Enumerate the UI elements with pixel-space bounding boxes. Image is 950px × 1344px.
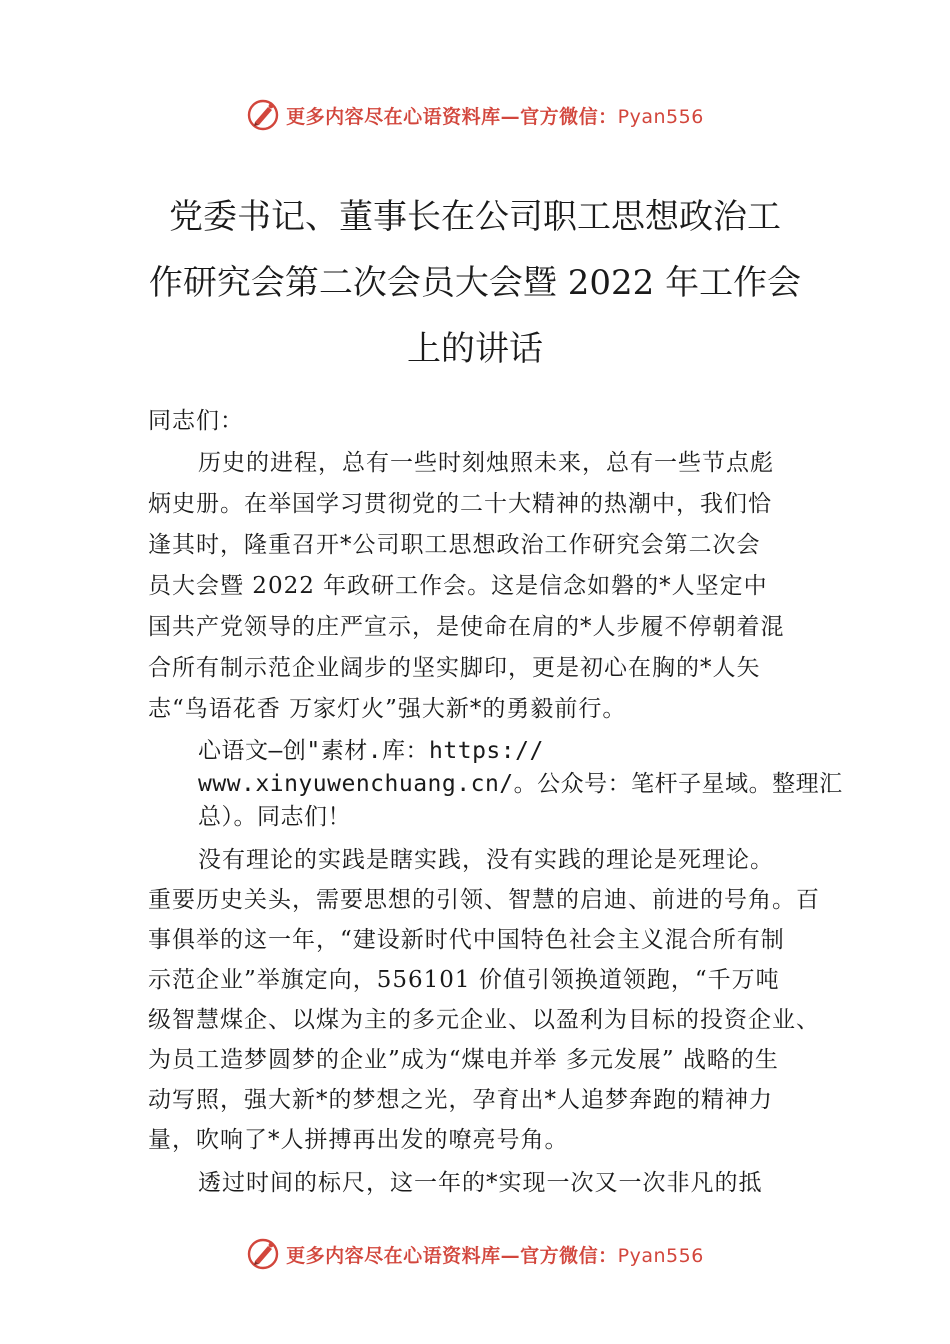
header-banner	[0, 95, 950, 135]
title-line: 作研究会第二次会员大会暨 2022 年工作会	[148, 263, 802, 303]
paragraph-line: 重要历史关头，需要思想的引领、智慧的启迪、前进的号角。百	[148, 887, 820, 913]
banner-text: 更多内容尽在心语资料库—官方微信：Pyan556	[286, 1244, 704, 1267]
paragraph-line: 炳史册。在举国学习贯彻党的二十大精神的热潮中，我们恰	[148, 491, 772, 517]
banner-text: 更多内容尽在心语资料库—官方微信：Pyan556	[286, 105, 704, 128]
paragraph-line: 示范企业”举旗定向，556101 价值引领换道领跑，“千万吨	[148, 967, 780, 993]
footer-banner	[0, 1234, 950, 1274]
document-title	[120, 184, 830, 382]
paragraph-line: 事俱举的这一年，“建设新时代中国特色社会主义混合所有制	[148, 927, 785, 953]
ad-line: 心语文—创"素材.库：https://	[198, 738, 544, 764]
paragraph-line: 透过时间的标尺，这一年的*实现一次又一次非凡的抵	[198, 1170, 763, 1196]
paragraph-line: 动写照，强大新*的梦想之光，孕育出*人追梦奔跑的精神力	[148, 1087, 773, 1113]
title-line: 党委书记、董事长在公司职工思想政治工	[169, 197, 781, 237]
paragraph-line: 员大会暨 2022 年政研工作会。这是信念如磐的*人坚定中	[148, 573, 768, 599]
wechat-id: Pyan556	[617, 1244, 704, 1267]
paragraph-line: 合所有制示范企业阔步的坚实脚印，更是初心在胸的*人矢	[148, 655, 761, 681]
paragraph-line: 志“鸟语花香 万家灯火”强大新*的勇毅前行。	[148, 696, 627, 722]
wechat-id: Pyan556	[617, 105, 704, 128]
ad-line: www.xinyuwenchuang.cn/。公众号：笔杆子星域。整理汇	[198, 771, 843, 797]
ad-line: 总）。同志们！	[198, 804, 351, 830]
paragraph-line: 量，吹响了*人拼搏再出发的嘹亮号角。	[148, 1127, 569, 1153]
greeting: 同志们：	[148, 408, 244, 434]
paragraph-line: 级智慧煤企、以煤为主的多元企业、以盈利为目标的投资企业、	[148, 1007, 820, 1033]
paragraph-line: 逢其时，隆重召开*公司职工思想政治工作研究会第二次会	[148, 532, 761, 558]
paragraph-line: 为员工造梦圆梦的企业”成为“煤电并举 多元发展” 战略的生	[148, 1047, 779, 1073]
paragraph-line: 历史的进程，总有一些时刻烛照未来，总有一些节点彪	[198, 450, 774, 476]
title-line: 上的讲话	[407, 329, 543, 369]
paragraph-line: 没有理论的实践是瞎实践，没有实践的理论是死理论。	[198, 847, 774, 873]
paragraph-line: 国共产党领导的庄严宣示，是使命在肩的*人步履不停朝着混	[148, 614, 785, 640]
pen-logo-icon	[246, 1237, 280, 1271]
pen-logo-icon	[246, 98, 280, 132]
